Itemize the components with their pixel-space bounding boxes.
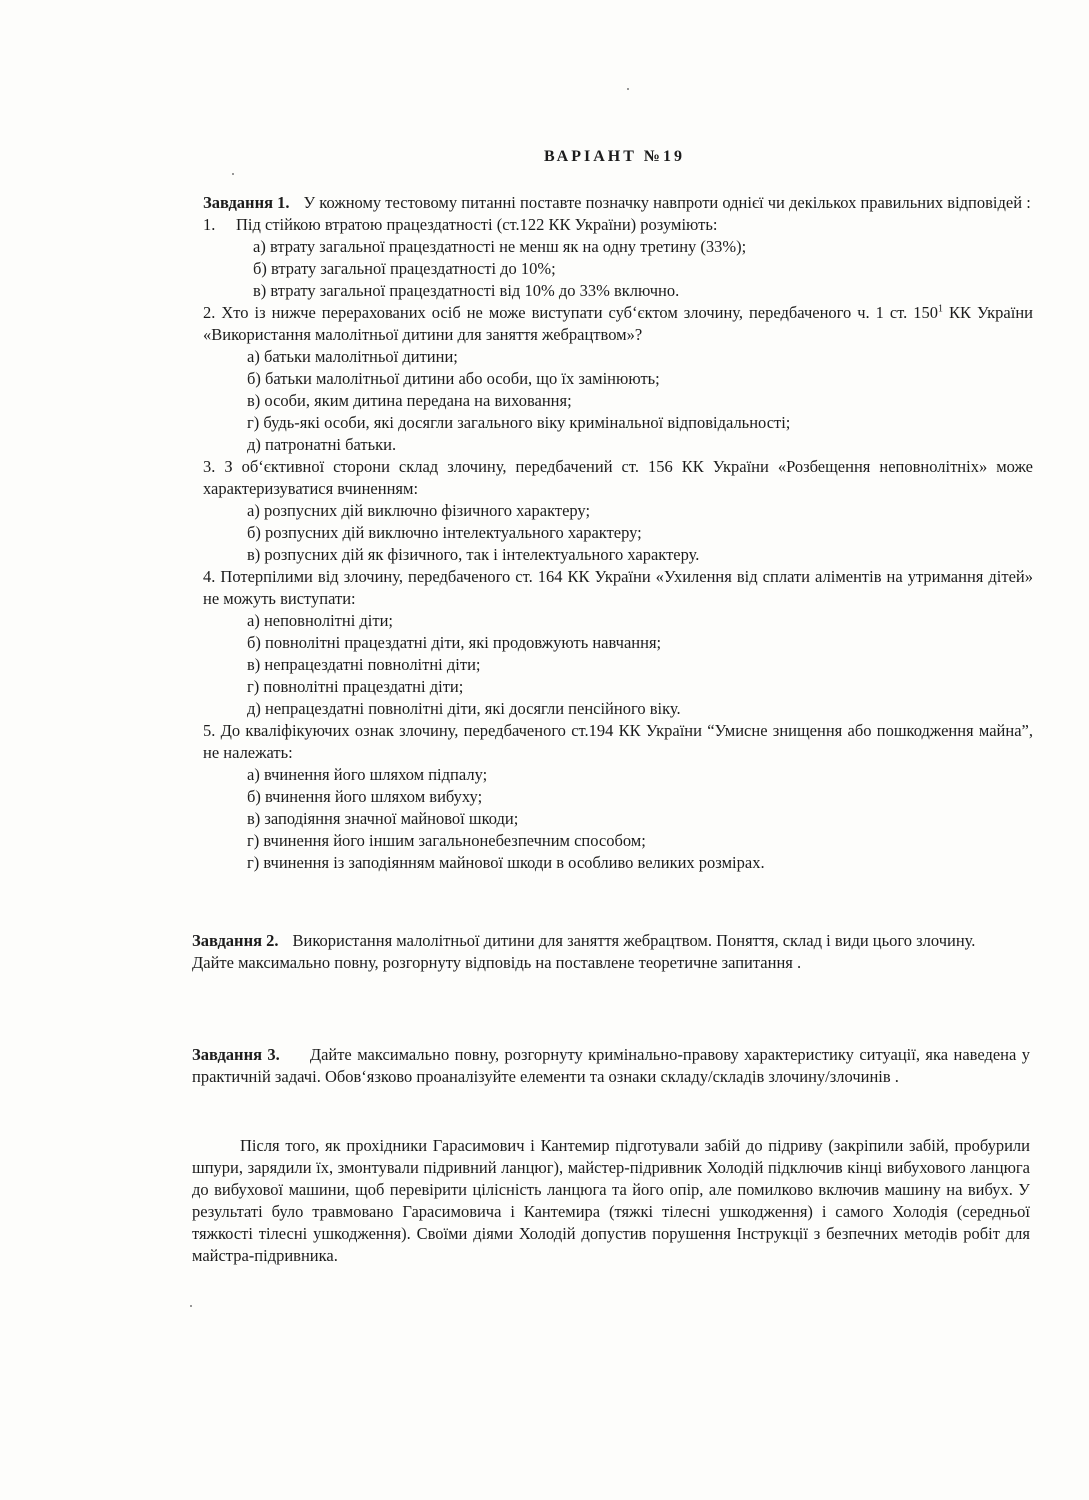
case-text bbox=[192, 1135, 1030, 1267]
answer-option: д) патронатні батьки. bbox=[247, 435, 397, 454]
answer-option: г) вчинення із заподіянням майнової шкоди в особливо великих розмірах. bbox=[247, 853, 765, 872]
question-number: 3. bbox=[203, 457, 216, 476]
question-text: Хто із нижче перерахованих осіб не може виступати суб‘єктом злочину, передбаченого ч. 1 ст. 150 bbox=[221, 303, 938, 322]
answer-option: г) вчинення його іншим загальнонебезпечним способом; bbox=[247, 831, 646, 850]
answer-option: б) втрату загальної працездатності до 10%; bbox=[253, 259, 556, 278]
question-number: 2. bbox=[203, 303, 216, 322]
task-1-section bbox=[203, 192, 1033, 874]
answer-option: в) особи, яким дитина передана на виховання; bbox=[247, 391, 572, 410]
question-number: 4. bbox=[203, 567, 216, 586]
task-2-section bbox=[192, 930, 1030, 974]
question-text-cont: КК України «Використання малолітньої дитини для заняття жебрацтвом»? bbox=[203, 303, 1034, 344]
task-1-label: Завдання 1. bbox=[203, 193, 290, 212]
answer-option: а) вчинення його шляхом підпалу; bbox=[247, 765, 488, 784]
answer-option: в) заподіяння значної майнової шкоди; bbox=[247, 809, 519, 828]
task-2-topic bbox=[192, 930, 1030, 952]
answer-option: г) будь-які особи, які досягли загального віку кримінальної відповідальності; bbox=[247, 413, 791, 432]
question-5 bbox=[203, 720, 1033, 764]
task-2-text: Використання малолітньої дитини для заняття жебрацтвом. Поняття, склад і види цього злочину. bbox=[292, 931, 976, 950]
question-text: До кваліфікуючих ознак злочину, передбаченого ст.194 КК України “Умисне знищення або пошкодження майна”, не належать: bbox=[203, 721, 1033, 762]
answer-option: д) непрацездатні повнолітні діти, які досягли пенсійного віку. bbox=[247, 699, 681, 718]
case-paragraph: Після того, як прохідники Гарасимович і Кантемир підготували забій до підриву (закріпили забій, пробурили шпури, зарядили їх, змонтували підривний ланцюг), майстер-підривник Холодій підключив кінці вибухового ланцюга до вибухової машини, щоб перевірити цілісність ланцюга та його опір, але помилково включив машину на вибух. У результаті було травмовано Гарасимовича і Кантемира (тяжкі тілесні ушкодження) і самого Холодія (середньої тяжкості тілесні ушкодження). Своїми діями Холодій допустив порушення Інструкції з безпечних методів робіт для майстра-підривника. bbox=[192, 1136, 1030, 1265]
answer-option: а) неповнолітні діти; bbox=[247, 611, 394, 630]
scan-speck bbox=[232, 173, 234, 175]
question-text: Під стійкою втратою працездатності (ст.122 КК України) розуміють: bbox=[236, 215, 718, 234]
task-3-section bbox=[192, 1044, 1030, 1088]
question-2 bbox=[203, 302, 1033, 346]
answer-option: б) батьки малолітньої дитини або особи, що їх замінюють; bbox=[247, 369, 660, 388]
question-text: Потерпілими від злочину, передбаченого ст. 164 КК України «Ухилення від сплати аліментів на утримання дітей» не можуть виступати: bbox=[203, 567, 1033, 608]
answer-option: в) непрацездатні повнолітні діти; bbox=[247, 655, 481, 674]
answer-option: г) повнолітні працездатні діти; bbox=[247, 677, 464, 696]
question-number: 5. bbox=[203, 721, 216, 740]
question-3 bbox=[203, 456, 1033, 500]
task-2-instruction: Дайте максимально повну, розгорнуту відповідь на поставлене теоретичне запитання . bbox=[192, 953, 802, 972]
task-3-instruction bbox=[192, 1044, 1030, 1088]
answer-option: б) розпусних дій виключно інтелектуального характеру; bbox=[247, 523, 642, 542]
question-text: З об‘єктивної сторони склад злочину, передбачений ст. 156 КК України «Розбещення неповнолітніх» може характеризуватися вчиненням: bbox=[203, 457, 1034, 498]
task-1-instruction: У кожному тестовому питанні поставте позначку навпроти однієї чи декількох правильних відповідей : bbox=[303, 193, 1031, 212]
task-1-intro bbox=[203, 192, 1033, 214]
task-3-label: Завдання 3. bbox=[192, 1045, 280, 1064]
answer-option: а) батьки малолітньої дитини; bbox=[247, 347, 458, 366]
answer-option: б) вчинення його шляхом вибуху; bbox=[247, 787, 483, 806]
scan-speck bbox=[190, 1305, 192, 1307]
question-1 bbox=[203, 214, 1033, 236]
answer-option: б) повнолітні працездатні діти, які продовжують навчання; bbox=[247, 633, 662, 652]
variant-title: ВАРІАНТ №19 bbox=[544, 148, 685, 165]
article-superscript: 1 bbox=[937, 303, 943, 315]
answer-option: в) втрату загальної працездатності від 10% до 33% включно. bbox=[253, 281, 680, 300]
question-number: 1. bbox=[203, 215, 216, 234]
answer-option: а) втрату загальної працездатності не менш як на одну третину (33%); bbox=[253, 237, 747, 256]
answer-option: а) розпусних дій виключно фізичного характеру; bbox=[247, 501, 591, 520]
scan-speck bbox=[627, 88, 629, 90]
task-2-label: Завдання 2. bbox=[192, 931, 279, 950]
question-4 bbox=[203, 566, 1033, 610]
answer-option: в) розпусних дій як фізичного, так і інтелектуального характеру. bbox=[247, 545, 700, 564]
task-3-text: Дайте максимально повну, розгорнуту кримінально-правову характеристику ситуації, яка наведена у практичній задачі. Обов‘язково проаналізуйте елементи та ознаки складу/складів злочину/злочинів . bbox=[192, 1045, 1031, 1086]
